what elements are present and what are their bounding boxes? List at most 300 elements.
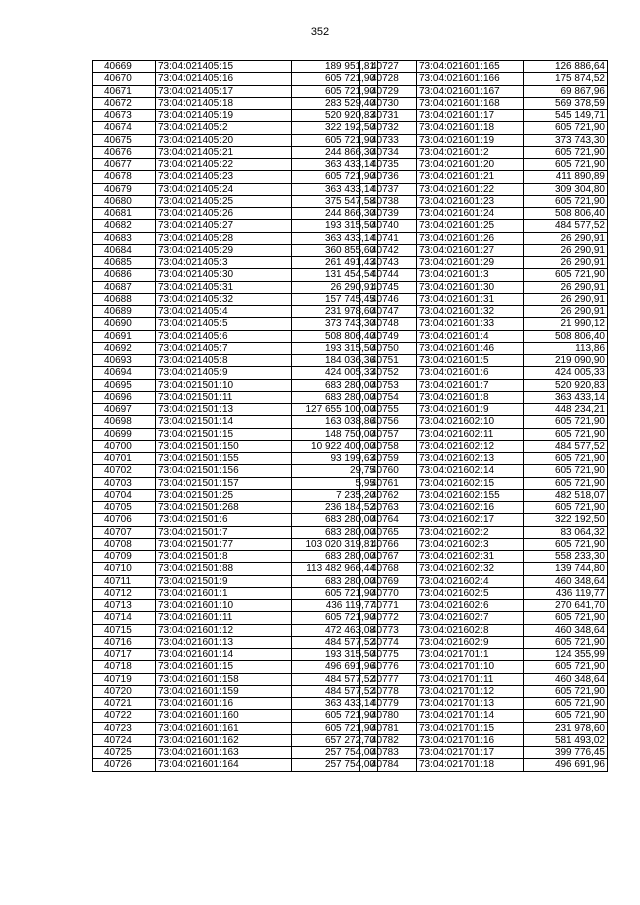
cadastral-number-cell: 73:04:021602:31 <box>417 551 524 563</box>
row-number-cell: 40746 <box>360 293 417 305</box>
table-row <box>93 636 378 648</box>
row-number-cell: 40692 <box>93 342 156 354</box>
cadastral-number-cell: 73:04:021405:29 <box>156 244 292 256</box>
value-cell: 605 721,90 <box>524 428 608 440</box>
cadastral-number-cell: 73:04:021602:12 <box>417 440 524 452</box>
cadastral-number-cell: 73:04:021601:161 <box>156 722 292 734</box>
cadastral-number-cell: 73:04:021601:9 <box>417 404 524 416</box>
table-row <box>360 538 608 550</box>
value-cell: 131 454,54 <box>292 269 378 281</box>
value-cell: 270 641,70 <box>524 600 608 612</box>
row-number-cell: 40669 <box>93 61 156 73</box>
row-number-cell: 40718 <box>93 661 156 673</box>
table-row <box>360 514 608 526</box>
row-number-cell: 40782 <box>360 734 417 746</box>
value-cell: 605 721,90 <box>524 710 608 722</box>
table-row <box>360 367 608 379</box>
row-number-cell: 40678 <box>93 171 156 183</box>
cadastral-number-cell: 73:04:021501:9 <box>156 575 292 587</box>
table-row <box>93 146 378 158</box>
cadastral-number-cell: 73:04:021601:15 <box>156 661 292 673</box>
row-number-cell: 40772 <box>360 612 417 624</box>
table-row <box>93 134 378 146</box>
cadastral-number-cell: 73:04:021602:7 <box>417 612 524 624</box>
cadastral-number-cell: 73:04:021405:17 <box>156 85 292 97</box>
cadastral-number-cell: 73:04:021405:24 <box>156 183 292 195</box>
cadastral-number-cell: 73:04:021701:11 <box>417 673 524 685</box>
cadastral-number-cell: 73:04:021601:10 <box>156 600 292 612</box>
row-number-cell: 40749 <box>360 330 417 342</box>
table-row <box>360 73 608 85</box>
cadastral-number-cell: 73:04:021601:166 <box>417 73 524 85</box>
row-number-cell: 40708 <box>93 538 156 550</box>
value-cell: 148 750,00 <box>292 428 378 440</box>
table-row <box>360 97 608 109</box>
row-number-cell: 40709 <box>93 551 156 563</box>
row-number-cell: 40702 <box>93 465 156 477</box>
row-number-cell: 40723 <box>93 722 156 734</box>
value-cell: 605 721,90 <box>292 73 378 85</box>
cadastral-number-cell: 73:04:021601:25 <box>417 220 524 232</box>
value-cell: 261 491,43 <box>292 257 378 269</box>
row-number-cell: 40693 <box>93 355 156 367</box>
value-cell: 219 090,90 <box>524 355 608 367</box>
table-row <box>360 355 608 367</box>
row-number-cell: 40765 <box>360 526 417 538</box>
cadastral-number-cell: 73:04:021501:8 <box>156 551 292 563</box>
value-cell: 605 721,90 <box>524 538 608 550</box>
cadastral-number-cell: 73:04:021501:14 <box>156 416 292 428</box>
value-cell: 683 280,00 <box>292 526 378 538</box>
table-row <box>360 698 608 710</box>
row-number-cell: 40754 <box>360 391 417 403</box>
value-cell: 484 577,52 <box>292 685 378 697</box>
cadastral-number-cell: 73:04:021601:4 <box>417 330 524 342</box>
row-number-cell: 40697 <box>93 404 156 416</box>
value-cell: 124 355,99 <box>524 649 608 661</box>
value-cell: 436 119,77 <box>524 587 608 599</box>
cadastral-number-cell: 73:04:021601:14 <box>156 649 292 661</box>
table-row <box>360 257 608 269</box>
cadastral-number-cell: 73:04:021602:13 <box>417 453 524 465</box>
table-row <box>93 306 378 318</box>
row-number-cell: 40677 <box>93 159 156 171</box>
table-row <box>360 306 608 318</box>
cadastral-number-cell: 73:04:021501:150 <box>156 440 292 452</box>
cadastral-number-cell: 73:04:021701:13 <box>417 698 524 710</box>
value-cell: 508 806,40 <box>292 330 378 342</box>
table-row <box>360 61 608 73</box>
row-number-cell: 40699 <box>93 428 156 440</box>
row-number-cell: 40685 <box>93 257 156 269</box>
table-row <box>360 195 608 207</box>
row-number-cell: 40703 <box>93 477 156 489</box>
value-cell: 436 119,77 <box>292 600 378 612</box>
cadastral-number-cell: 73:04:021602:32 <box>417 563 524 575</box>
cadastral-number-cell: 73:04:021405:30 <box>156 269 292 281</box>
cadastral-number-cell: 73:04:021701:16 <box>417 734 524 746</box>
row-number-cell: 40707 <box>93 526 156 538</box>
table-row <box>93 453 378 465</box>
table-row <box>93 759 378 771</box>
row-number-cell: 40737 <box>360 183 417 195</box>
cadastral-number-cell: 73:04:021501:13 <box>156 404 292 416</box>
row-number-cell: 40751 <box>360 355 417 367</box>
value-cell: 363 433,14 <box>292 159 378 171</box>
value-cell: 257 754,00 <box>292 759 378 771</box>
row-number-cell: 40672 <box>93 97 156 109</box>
row-number-cell: 40747 <box>360 306 417 318</box>
table-row <box>360 293 608 305</box>
row-number-cell: 40750 <box>360 342 417 354</box>
table-row <box>93 649 378 661</box>
table-row <box>93 563 378 575</box>
row-number-cell: 40690 <box>93 318 156 330</box>
row-number-cell: 40745 <box>360 281 417 293</box>
row-number-cell: 40734 <box>360 146 417 158</box>
row-number-cell: 40691 <box>93 330 156 342</box>
cadastral-number-cell: 73:04:021501:155 <box>156 453 292 465</box>
cadastral-number-cell: 73:04:021701:15 <box>417 722 524 734</box>
right-register-table <box>359 60 608 772</box>
table-row <box>93 734 378 746</box>
table-row <box>360 379 608 391</box>
table-row <box>93 85 378 97</box>
row-number-cell: 40776 <box>360 661 417 673</box>
row-number-cell: 40694 <box>93 367 156 379</box>
cadastral-number-cell: 73:04:021601:163 <box>156 747 292 759</box>
value-cell: 683 280,00 <box>292 514 378 526</box>
table-row <box>360 391 608 403</box>
row-number-cell: 40715 <box>93 624 156 636</box>
cadastral-number-cell: 73:04:021601:23 <box>417 195 524 207</box>
value-cell: 231 978,60 <box>292 306 378 318</box>
value-cell: 683 280,00 <box>292 379 378 391</box>
cadastral-number-cell: 73:04:021405:22 <box>156 159 292 171</box>
row-number-cell: 40681 <box>93 208 156 220</box>
table-row <box>93 379 378 391</box>
value-cell: 7 235,20 <box>292 489 378 501</box>
value-cell: 193 315,50 <box>292 342 378 354</box>
cadastral-number-cell: 73:04:021602:155 <box>417 489 524 501</box>
value-cell: 605 721,90 <box>524 146 608 158</box>
table-row <box>93 624 378 636</box>
row-number-cell: 40680 <box>93 195 156 207</box>
row-number-cell: 40777 <box>360 673 417 685</box>
value-cell: 605 721,90 <box>292 171 378 183</box>
value-cell: 558 233,30 <box>524 551 608 563</box>
cadastral-number-cell: 73:04:021602:11 <box>417 428 524 440</box>
row-number-cell: 40752 <box>360 367 417 379</box>
row-number-cell: 40733 <box>360 134 417 146</box>
cadastral-number-cell: 73:04:021601:19 <box>417 134 524 146</box>
row-number-cell: 40683 <box>93 232 156 244</box>
cadastral-number-cell: 73:04:021501:88 <box>156 563 292 575</box>
value-cell: 127 655 100,00 <box>292 404 378 416</box>
left-table-body <box>93 61 378 772</box>
row-number-cell: 40768 <box>360 563 417 575</box>
table-row <box>93 698 378 710</box>
cadastral-number-cell: 73:04:021601:29 <box>417 257 524 269</box>
cadastral-number-cell: 73:04:021601:167 <box>417 85 524 97</box>
table-row <box>93 514 378 526</box>
value-cell: 5,95 <box>292 477 378 489</box>
row-number-cell: 40767 <box>360 551 417 563</box>
value-cell: 605 721,90 <box>524 453 608 465</box>
cadastral-number-cell: 73:04:021405:9 <box>156 367 292 379</box>
cadastral-number-cell: 73:04:021501:10 <box>156 379 292 391</box>
row-number-cell: 40725 <box>93 747 156 759</box>
row-number-cell: 40774 <box>360 636 417 648</box>
value-cell: 26 290,91 <box>524 257 608 269</box>
row-number-cell: 40711 <box>93 575 156 587</box>
value-cell: 231 978,60 <box>524 722 608 734</box>
cadastral-number-cell: 73:04:021601:32 <box>417 306 524 318</box>
table-row <box>93 122 378 134</box>
value-cell: 93 199,63 <box>292 453 378 465</box>
value-cell: 484 577,52 <box>524 440 608 452</box>
row-number-cell: 40731 <box>360 110 417 122</box>
value-cell: 83 064,32 <box>524 526 608 538</box>
row-number-cell: 40679 <box>93 183 156 195</box>
value-cell: 605 721,90 <box>524 661 608 673</box>
row-number-cell: 40721 <box>93 698 156 710</box>
table-row <box>93 600 378 612</box>
value-cell: 683 280,00 <box>292 391 378 403</box>
cadastral-number-cell: 73:04:021601:46 <box>417 342 524 354</box>
row-number-cell: 40771 <box>360 600 417 612</box>
value-cell: 605 721,90 <box>292 722 378 734</box>
cadastral-number-cell: 73:04:021601:162 <box>156 734 292 746</box>
row-number-cell: 40739 <box>360 208 417 220</box>
table-row <box>93 171 378 183</box>
table-row <box>360 526 608 538</box>
cadastral-number-cell: 73:04:021405:18 <box>156 97 292 109</box>
table-row <box>360 612 608 624</box>
value-cell: 605 721,90 <box>524 416 608 428</box>
table-row <box>360 416 608 428</box>
table-row <box>360 600 608 612</box>
table-row <box>93 220 378 232</box>
table-row <box>360 269 608 281</box>
row-number-cell: 40717 <box>93 649 156 661</box>
table-row <box>360 673 608 685</box>
value-cell: 363 433,14 <box>292 698 378 710</box>
value-cell: 363 433,14 <box>292 183 378 195</box>
cadastral-number-cell: 73:04:021602:2 <box>417 526 524 538</box>
cadastral-number-cell: 73:04:021701:12 <box>417 685 524 697</box>
value-cell: 26 290,91 <box>524 293 608 305</box>
cadastral-number-cell: 73:04:021405:26 <box>156 208 292 220</box>
cadastral-number-cell: 73:04:021602:17 <box>417 514 524 526</box>
table-row <box>360 661 608 673</box>
value-cell: 363 433,14 <box>524 391 608 403</box>
table-row <box>360 171 608 183</box>
table-row <box>360 232 608 244</box>
table-row <box>93 367 378 379</box>
cadastral-number-cell: 73:04:021602:8 <box>417 624 524 636</box>
cadastral-number-cell: 73:04:021601:7 <box>417 379 524 391</box>
cadastral-number-cell: 73:04:021405:15 <box>156 61 292 73</box>
row-number-cell: 40742 <box>360 244 417 256</box>
value-cell: 482 518,07 <box>524 489 608 501</box>
row-number-cell: 40720 <box>93 685 156 697</box>
row-number-cell: 40775 <box>360 649 417 661</box>
cadastral-number-cell: 73:04:021601:164 <box>156 759 292 771</box>
row-number-cell: 40761 <box>360 477 417 489</box>
table-row <box>360 85 608 97</box>
value-cell: 126 886,64 <box>524 61 608 73</box>
row-number-cell: 40727 <box>360 61 417 73</box>
table-row <box>93 73 378 85</box>
value-cell: 322 192,50 <box>524 514 608 526</box>
cadastral-number-cell: 73:04:021601:33 <box>417 318 524 330</box>
cadastral-number-cell: 73:04:021701:18 <box>417 759 524 771</box>
row-number-cell: 40689 <box>93 306 156 318</box>
cadastral-number-cell: 73:04:021405:32 <box>156 293 292 305</box>
value-cell: 605 721,90 <box>524 685 608 697</box>
table-row <box>360 502 608 514</box>
cadastral-number-cell: 73:04:021602:3 <box>417 538 524 550</box>
value-cell: 460 348,64 <box>524 624 608 636</box>
table-row <box>360 183 608 195</box>
table-row <box>93 257 378 269</box>
row-number-cell: 40773 <box>360 624 417 636</box>
row-number-cell: 40684 <box>93 244 156 256</box>
table-row <box>360 122 608 134</box>
value-cell: 373 743,30 <box>524 134 608 146</box>
cadastral-number-cell: 73:04:021602:5 <box>417 587 524 599</box>
table-row <box>360 159 608 171</box>
value-cell: 520 920,83 <box>292 110 378 122</box>
row-number-cell: 40753 <box>360 379 417 391</box>
row-number-cell: 40766 <box>360 538 417 550</box>
value-cell: 605 721,90 <box>524 477 608 489</box>
value-cell: 139 744,80 <box>524 563 608 575</box>
cadastral-number-cell: 73:04:021501:156 <box>156 465 292 477</box>
table-row <box>93 428 378 440</box>
row-number-cell: 40722 <box>93 710 156 722</box>
value-cell: 29,75 <box>292 465 378 477</box>
row-number-cell: 40763 <box>360 502 417 514</box>
value-cell: 21 990,12 <box>524 318 608 330</box>
table-row <box>93 465 378 477</box>
value-cell: 448 234,21 <box>524 404 608 416</box>
table-row <box>93 281 378 293</box>
value-cell: 411 890,89 <box>524 171 608 183</box>
value-cell: 424 005,33 <box>292 367 378 379</box>
table-row <box>93 477 378 489</box>
value-cell: 605 721,90 <box>524 698 608 710</box>
value-cell: 683 280,00 <box>292 551 378 563</box>
cadastral-number-cell: 73:04:021602:15 <box>417 477 524 489</box>
table-row <box>360 134 608 146</box>
value-cell: 472 463,08 <box>292 624 378 636</box>
value-cell: 581 493,02 <box>524 734 608 746</box>
row-number-cell: 40712 <box>93 587 156 599</box>
table-row <box>93 391 378 403</box>
cadastral-number-cell: 73:04:021501:11 <box>156 391 292 403</box>
cadastral-number-cell: 73:04:021701:14 <box>417 710 524 722</box>
table-row <box>93 587 378 599</box>
table-row <box>360 281 608 293</box>
value-cell: 605 721,90 <box>524 269 608 281</box>
value-cell: 236 184,52 <box>292 502 378 514</box>
row-number-cell: 40674 <box>93 122 156 134</box>
table-row <box>360 734 608 746</box>
row-number-cell: 40735 <box>360 159 417 171</box>
cadastral-number-cell: 73:04:021601:158 <box>156 673 292 685</box>
table-row <box>360 710 608 722</box>
table-row <box>360 465 608 477</box>
value-cell: 484 577,52 <box>292 673 378 685</box>
value-cell: 244 866,30 <box>292 146 378 158</box>
value-cell: 10 922 400,00 <box>292 440 378 452</box>
table-row <box>93 61 378 73</box>
cadastral-number-cell: 73:04:021601:5 <box>417 355 524 367</box>
table-row <box>93 710 378 722</box>
row-number-cell: 40698 <box>93 416 156 428</box>
value-cell: 605 721,90 <box>524 122 608 134</box>
table-row <box>360 428 608 440</box>
row-number-cell: 40756 <box>360 416 417 428</box>
value-cell: 113,86 <box>524 342 608 354</box>
value-cell: 484 577,52 <box>524 220 608 232</box>
value-cell: 508 806,40 <box>524 208 608 220</box>
value-cell: 657 272,70 <box>292 734 378 746</box>
right-table-body <box>360 61 608 772</box>
row-number-cell: 40688 <box>93 293 156 305</box>
table-row <box>93 440 378 452</box>
value-cell: 257 754,00 <box>292 747 378 759</box>
table-row <box>93 244 378 256</box>
value-cell: 605 721,90 <box>292 134 378 146</box>
table-row <box>93 416 378 428</box>
cadastral-number-cell: 73:04:021601:27 <box>417 244 524 256</box>
table-row <box>360 551 608 563</box>
value-cell: 363 433,14 <box>292 232 378 244</box>
value-cell: 26 290,91 <box>292 281 378 293</box>
cadastral-number-cell: 73:04:021501:15 <box>156 428 292 440</box>
table-row <box>93 269 378 281</box>
value-cell: 26 290,91 <box>524 306 608 318</box>
table-row <box>93 489 378 501</box>
row-number-cell: 40769 <box>360 575 417 587</box>
value-cell: 605 721,90 <box>524 159 608 171</box>
table-row <box>360 587 608 599</box>
table-row <box>93 661 378 673</box>
table-row <box>93 97 378 109</box>
row-number-cell: 40714 <box>93 612 156 624</box>
cadastral-number-cell: 73:04:021602:4 <box>417 575 524 587</box>
value-cell: 424 005,33 <box>524 367 608 379</box>
cadastral-number-cell: 73:04:021601:2 <box>417 146 524 158</box>
row-number-cell: 40706 <box>93 514 156 526</box>
table-row <box>360 563 608 575</box>
cadastral-number-cell: 73:04:021601:30 <box>417 281 524 293</box>
row-number-cell: 40770 <box>360 587 417 599</box>
value-cell: 69 867,96 <box>524 85 608 97</box>
table-row <box>93 612 378 624</box>
row-number-cell: 40781 <box>360 722 417 734</box>
table-row <box>93 330 378 342</box>
value-cell: 605 721,90 <box>524 636 608 648</box>
table-row <box>93 342 378 354</box>
row-number-cell: 40710 <box>93 563 156 575</box>
row-number-cell: 40783 <box>360 747 417 759</box>
cadastral-number-cell: 73:04:021601:6 <box>417 367 524 379</box>
table-row <box>360 330 608 342</box>
